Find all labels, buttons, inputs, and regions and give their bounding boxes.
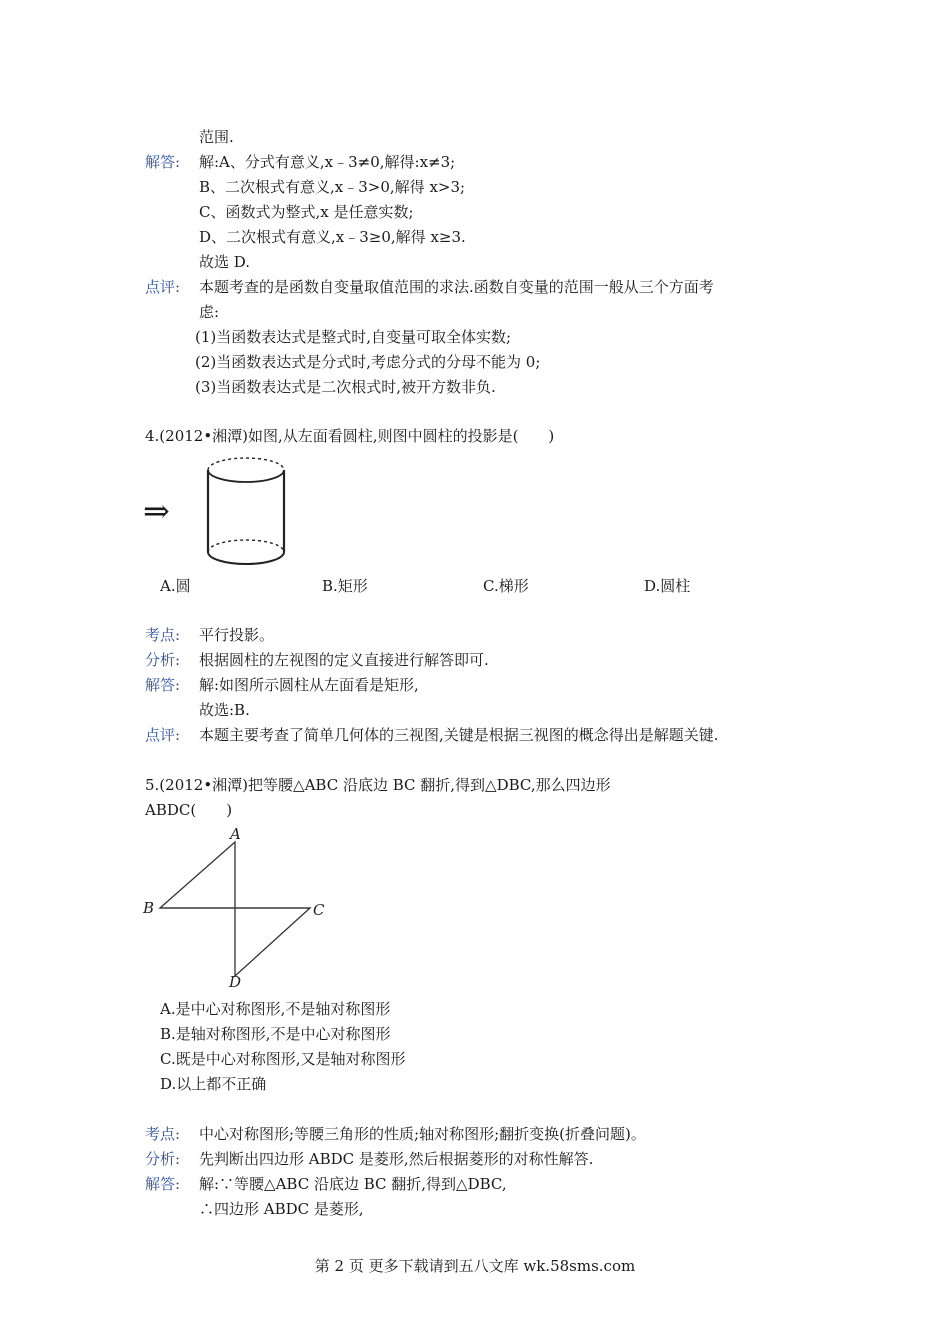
q4-option-c: C.梯形 xyxy=(483,577,529,595)
q5-answer-label: 解答: xyxy=(145,1175,181,1193)
comment-line: 虑: xyxy=(199,303,220,321)
point-b-label: B xyxy=(143,899,155,917)
answer-label: 解答: xyxy=(145,153,181,171)
answer-line: 解:A、分式有意义,x﹣3≠0,解得:x≠3; xyxy=(199,153,456,171)
point-d-label: D xyxy=(229,973,242,991)
q4-fenxi-label: 分析: xyxy=(145,651,181,669)
q4-option-a: A.圆 xyxy=(160,577,191,595)
q4-answer-label: 解答: xyxy=(145,676,181,694)
q5-option-c: C.既是中心对称图形,又是轴对称图形 xyxy=(160,1050,406,1068)
q4-comment: 本题主要考查了简单几何体的三视图,关键是根据三视图的概念得出是解题关键. xyxy=(199,726,719,744)
answer-line: B、二次根式有意义,x﹣3>0,解得 x>3; xyxy=(199,178,466,196)
answer-line: C、函数式为整式,x 是任意实数; xyxy=(199,203,414,221)
point-a-label: A xyxy=(230,825,241,843)
answer-line: 故选 D. xyxy=(199,253,251,271)
q5-option-a: A.是中心对称图形,不是轴对称图形 xyxy=(160,1000,391,1018)
q4-fenxi: 根据圆柱的左视图的定义直接进行解答即可. xyxy=(199,651,489,669)
q4-stem: 4.(2012•湘潭)如图,从左面看圆柱,则图中圆柱的投影是( ) xyxy=(145,427,555,445)
q4-option-b: B.矩形 xyxy=(322,577,368,595)
scope-tail: 范围. xyxy=(199,128,234,146)
page-footer: 第 2 页 更多下载请到五八文库 wk.58sms.com xyxy=(314,1257,636,1275)
q5-answer-line: ∴四边形 ABDC 是菱形, xyxy=(199,1200,364,1218)
comment-line: 本题考查的是函数自变量取值范围的求法.函数自变量的范围一般从三个方面考 xyxy=(199,278,714,296)
q5-stem-line2: ABDC( ) xyxy=(145,801,233,819)
q4-answer-line: 解:如图所示圆柱从左面看是矩形, xyxy=(199,676,419,694)
answer-line: D、二次根式有意义,x﹣3≥0,解得 x≥3. xyxy=(199,228,466,246)
q4-kaodian-label: 考点: xyxy=(145,626,181,644)
q5-fenxi: 先判断出四边形 ABDC 是菱形,然后根据菱形的对称性解答. xyxy=(199,1150,594,1168)
q4-kaodian: 平行投影。 xyxy=(199,626,275,644)
cylinder-figure xyxy=(198,452,294,570)
point-c-label: C xyxy=(313,901,325,919)
comment-line: (1)当函数表达式是整式时,自变量可取全体实数; xyxy=(195,328,512,346)
q5-option-d: D.以上都不正确 xyxy=(160,1075,267,1093)
q5-kaodian: 中心对称图形;等腰三角形的性质;轴对称图形;翻折变换(折叠问题)。 xyxy=(199,1125,646,1143)
q5-answer-line: 解:∵等腰△ABC 沿底边 BC 翻折,得到△DBC, xyxy=(199,1175,507,1193)
comment-line: (3)当函数表达式是二次根式时,被开方数非负. xyxy=(195,378,496,396)
q4-comment-label: 点评: xyxy=(145,726,181,744)
q4-answer-line: 故选:B. xyxy=(199,701,250,719)
comment-label: 点评: xyxy=(145,278,181,296)
arrow-icon: ⇒ xyxy=(143,492,170,530)
q5-fenxi-label: 分析: xyxy=(145,1150,181,1168)
comment-line: (2)当函数表达式是分式时,考虑分式的分母不能为 0; xyxy=(195,353,541,371)
q4-option-d: D.圆柱 xyxy=(644,577,691,595)
rhombus-figure xyxy=(140,824,332,992)
q5-kaodian-label: 考点: xyxy=(145,1125,181,1143)
q5-stem-line1: 5.(2012•湘潭)把等腰△ABC 沿底边 BC 翻折,得到△DBC,那么四边形 xyxy=(145,776,611,794)
q5-option-b: B.是轴对称图形,不是中心对称图形 xyxy=(160,1025,391,1043)
